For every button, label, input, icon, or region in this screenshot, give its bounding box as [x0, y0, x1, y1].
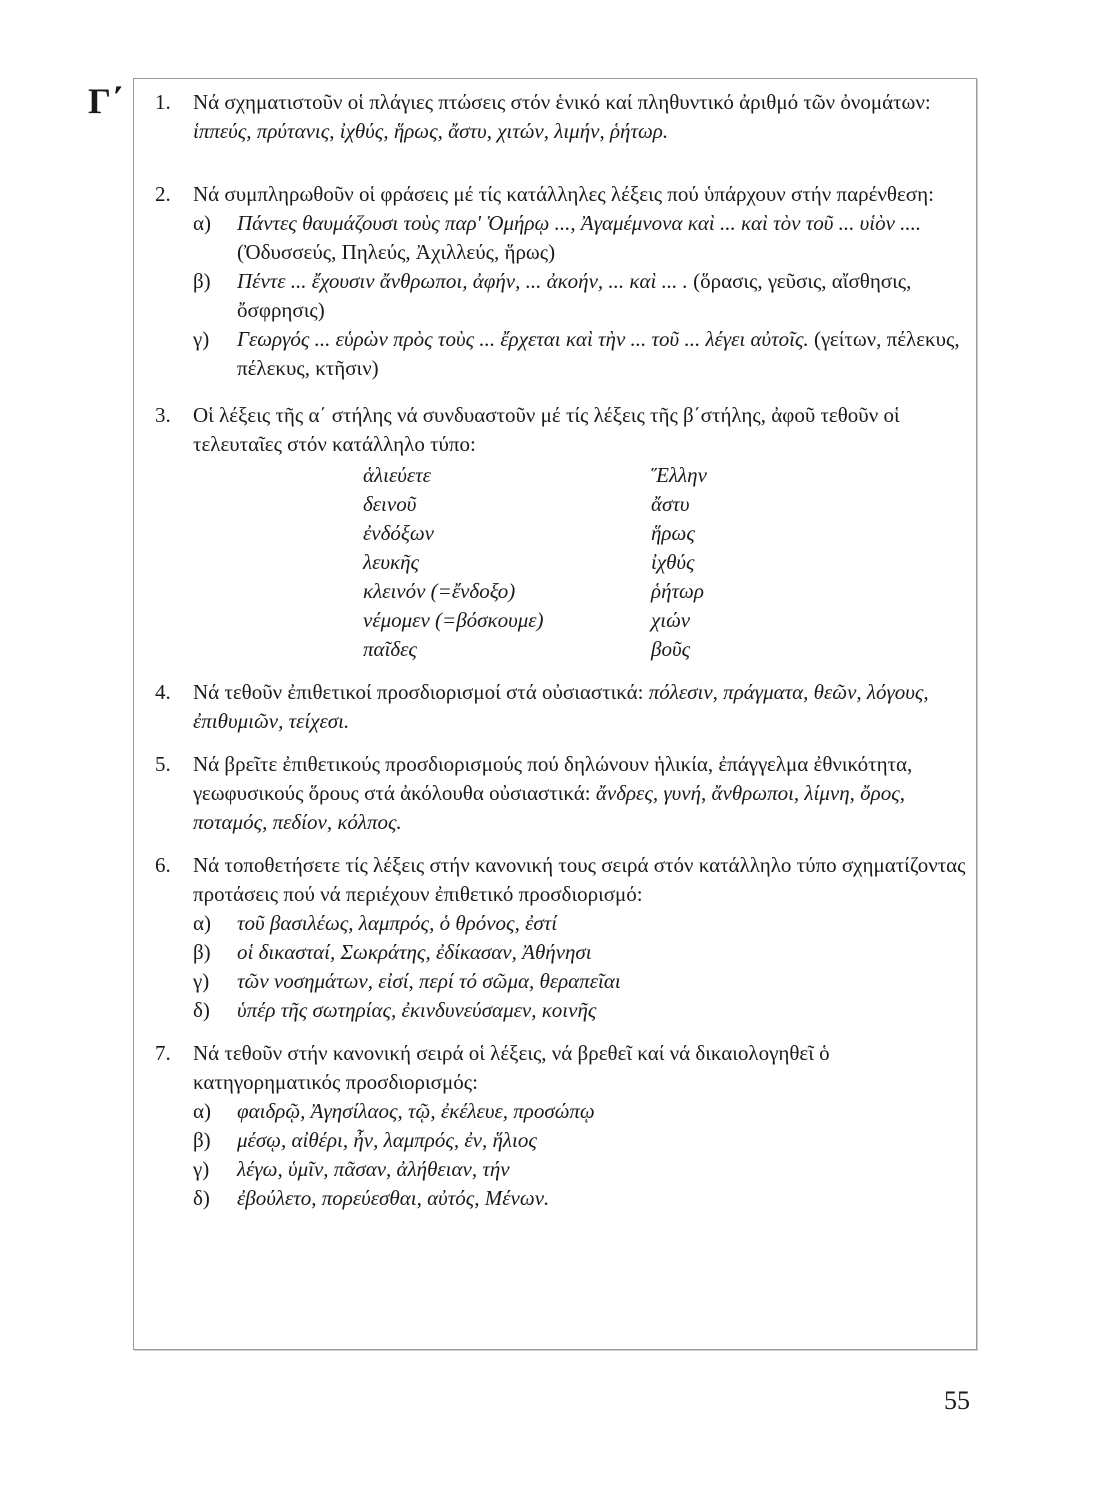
exercise-number: 7. [155, 1041, 171, 1065]
matching-columns [363, 461, 967, 664]
column-a-word: κλεινόν (=ἔνδοξο) [363, 579, 516, 603]
item-sentence: Πάντες θαυμάζουσι τοὺς παρ' Ὁμήρῳ ..., Ἀγαμέμνονα καὶ ... καὶ τὸν τοῦ ... υἱὸν .... [237, 211, 922, 235]
page-number: 55 [944, 1386, 970, 1415]
exercise-number: 5. [155, 752, 171, 776]
exercise-instruction: Οἱ λέξεις τῆς α΄ στήλης νά συνδυαστοῦν μέ τίς λέξεις τῆς β΄στήλης, ἀφοῦ τεθοῦν οἱ τελευταῖες στόν κατάλληλο τύπο: [193, 403, 900, 456]
item-words: τοῦ βασιλέως, λαμπρός, ὁ θρόνος, ἐστί [237, 911, 558, 935]
exercise-instruction: Νά τεθοῦν στήν κανονική σειρά οἱ λέξεις, νά βρεθεῖ καί νά δικαιολογηθεῖ ὁ κατηγορηματικός προσδιορισμός: [193, 1041, 830, 1094]
exercise-item [193, 1184, 967, 1213]
item-label: γ) [193, 1157, 210, 1181]
column-b-word: ἄστυ [651, 492, 690, 516]
section-mark: Γ΄ [88, 81, 123, 121]
exercise-item [193, 996, 967, 1025]
item-sentence: Πέντε ... ἔχουσιν ἄνθρωποι, ἀφήν, ... ἀκοήν, ... καὶ ... . [237, 269, 688, 293]
exercise-instruction: Νά συμπληρωθοῦν οἱ φράσεις μέ τίς κατάλληλες λέξεις πού ὑπάρχουν στήν παρένθεση: [193, 182, 934, 206]
item-words: ἐβούλετο, πορεύεσθαι, αὐτός, Μένων. [237, 1186, 550, 1210]
exercise-words: πόλεσιν, πράγματα, θεῶν, λόγους, ἐπιθυμιῶν, τείχεσι. [193, 680, 929, 733]
exercise-item [193, 1097, 967, 1126]
exercise-7 [155, 1039, 967, 1213]
item-words: λέγω, ὑμῖν, πᾶσαν, ἀλήθειαν, τήν [237, 1157, 510, 1181]
column-a [363, 461, 651, 664]
exercise-item [193, 909, 967, 938]
item-hint: (ὅρασις, γεῦσις, αἴσθησις, ὄσφρησις) [237, 269, 912, 322]
column-a-word: δεινοῦ [363, 492, 417, 516]
exercise-number: 3. [155, 403, 171, 427]
exercise-words: ἄνδρες, γυνή, ἄνθρωποι, λίμνη, ὄρος, ποταμός, πεδίον, κόλπος. [193, 781, 905, 834]
column-a-word: νέμομεν (=βόσκουμε) [363, 608, 544, 632]
item-words: μέσῳ, αἰθέρι, ἦν, λαμπρός, ἐν, ἥλιος [237, 1128, 537, 1152]
exercise-item [193, 1155, 967, 1184]
item-label: β) [193, 1128, 211, 1152]
item-sentence: Γεωργός ... εὑρὼν πρὸς τοὺς ... ἔρχεται καὶ τὴν ... τοῦ ... λέγει αὐτοῖς. [237, 327, 809, 351]
item-words: ὑπέρ τῆς σωτηρίας, ἐκινδυνεύσαμεν, κοινῆς [237, 998, 597, 1022]
item-label: α) [193, 911, 211, 935]
exercise-3 [155, 401, 967, 664]
item-label: β) [193, 940, 211, 964]
column-b-word: ῥήτωρ [651, 579, 704, 603]
exercise-words: ἱππεύς, πρύτανις, ἰχθύς, ἥρως, ἄστυ, χιτών, λιμήν, ῥήτωρ. [193, 119, 669, 143]
exercise-item [193, 209, 967, 267]
item-label: α) [193, 211, 211, 235]
exercise-item [193, 325, 967, 383]
exercise-2 [155, 180, 967, 383]
item-label: δ) [193, 1186, 210, 1210]
column-b-word: Ἕλλην [651, 463, 707, 487]
exercise-item [193, 938, 967, 967]
column-b-word: χιών [651, 608, 691, 632]
column-b-word: βοῦς [651, 637, 691, 661]
exercise-instruction: Νά τεθοῦν ἐπιθετικοί προσδιορισμοί στά οὐσιαστικά: [193, 680, 644, 704]
item-words: τῶν νοσημάτων, εἰσί, περί τό σῶμα, θεραπεῖαι [237, 969, 621, 993]
exercise-number: 2. [155, 182, 171, 206]
column-a-word: ἁλιεύετε [363, 463, 431, 487]
item-label: α) [193, 1099, 211, 1123]
exercise-item [193, 967, 967, 996]
column-a-word: παῖδες [363, 637, 417, 661]
item-label: γ) [193, 327, 210, 351]
exercise-instruction: Νά βρεῖτε ἐπιθετικούς προσδιορισμούς πού δηλώνουν ἡλικία, ἐπάγγελμα ἐθνικότητα, γεωφυσικούς ὅρους στά ἀκόλουθα οὐσιαστικά: [193, 752, 913, 805]
item-label: β) [193, 269, 211, 293]
exercise-number: 4. [155, 680, 171, 704]
column-b [651, 461, 707, 664]
item-hint: (Ὀδυσσεύς, Πηλεύς, Ἀχιλλεύς, ἥρως) [237, 240, 556, 264]
item-words: οἱ δικασταί, Σωκράτης, ἐδίκασαν, Ἀθήνησι [237, 940, 592, 964]
item-words: φαιδρῷ, Ἀγησίλαος, τῷ, ἐκέλευε, προσώπῳ [237, 1099, 595, 1123]
exercise-number: 1. [155, 90, 171, 114]
exercise-number: 6. [155, 853, 171, 877]
column-b-word: ἰχθύς [651, 550, 695, 574]
exercise-1 [155, 88, 967, 146]
exercise-instruction: Νά σχηματιστοῦν οἱ πλάγιες πτώσεις στόν ἑνικό καί πληθυντικό ἀριθμό τῶν ὀνομάτων: [193, 90, 931, 114]
column-a-word: ἐνδόξων [363, 521, 434, 545]
exercise-instruction: Νά τοποθετήσετε τίς λέξεις στήν κανονική τους σειρά στόν κατάλληλο τύπο σχηματίζοντας προτάσεις πού νά περιέχουν ἐπιθετικό προσδιορισμό: [193, 853, 966, 906]
item-label: γ) [193, 969, 210, 993]
exercise-list [155, 88, 967, 1227]
item-label: δ) [193, 998, 210, 1022]
exercise-5 [155, 750, 967, 837]
item-hint: (γείτων, πέλεκυς, πέλεκυς, κτῆσιν) [237, 327, 960, 380]
column-b-word: ἥρως [651, 521, 695, 545]
exercise-6 [155, 851, 967, 1025]
exercise-4 [155, 678, 967, 736]
column-a-word: λευκῆς [363, 550, 420, 574]
exercise-item [193, 1126, 967, 1155]
exercise-item [193, 267, 967, 325]
